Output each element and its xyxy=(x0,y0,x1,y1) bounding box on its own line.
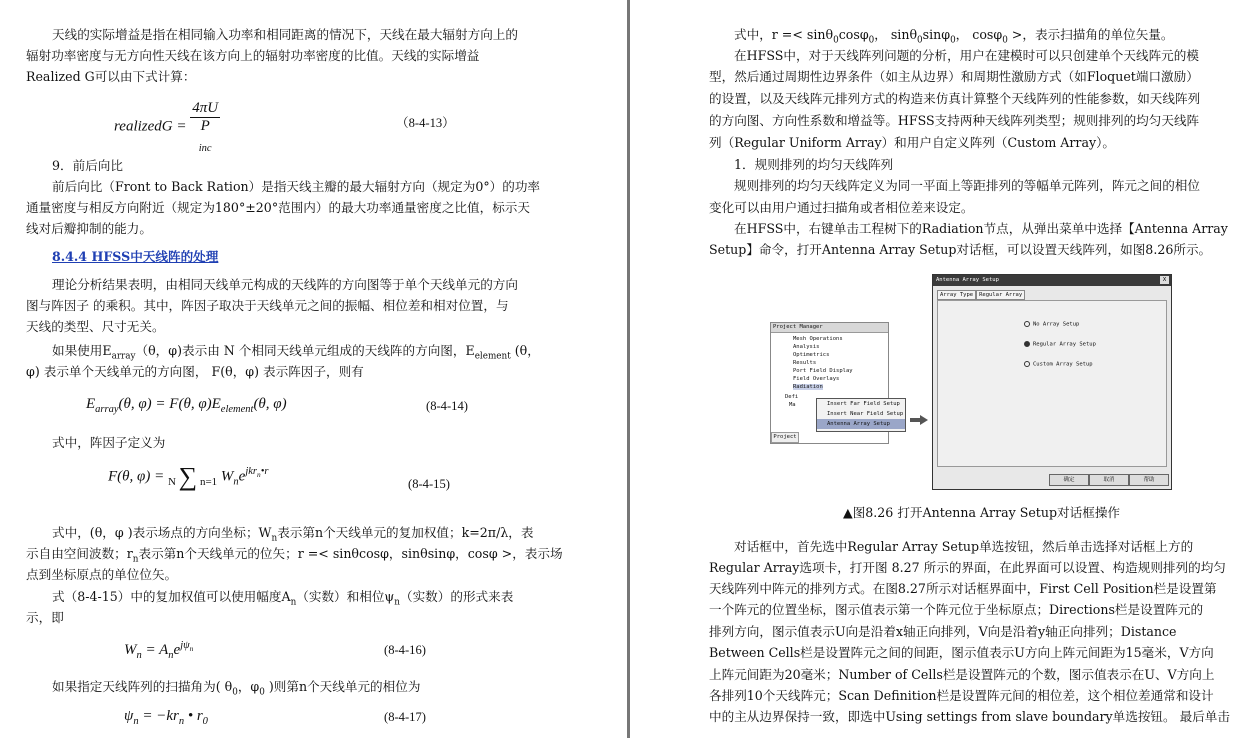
text-run: (θ， xyxy=(510,343,540,358)
help-button[interactable]: 帮助 xyxy=(1129,474,1169,486)
equation-8-4-17 xyxy=(124,708,208,727)
radio-regular-array[interactable] xyxy=(1024,341,1096,348)
text-run: 表示第n个天线单元的复加权值；k=2π/λ，表 xyxy=(277,525,534,540)
arrow-icon xyxy=(910,418,920,422)
tree-item[interactable]: Field Overlays xyxy=(793,376,840,382)
text-run: jψ xyxy=(180,640,190,651)
subscript: n xyxy=(290,597,297,608)
text-run: ，φ xyxy=(237,679,260,694)
fraction xyxy=(190,100,220,154)
menu-item-insert-far-field[interactable]: Insert Far Field Setup xyxy=(827,401,900,407)
paragraph-line: 型，然后通过周期性边界条件（如主从边界）和周期性激励方式（如Floquet端口激励） xyxy=(709,69,1199,84)
cancel-button[interactable]: 取消 xyxy=(1089,474,1129,486)
paragraph-line: 在HFSS中，右键单击工程树下的Radiation节点，从弹出菜单中选择【Antenna Array xyxy=(734,221,1228,236)
sum-upper-limit: N xyxy=(167,476,176,488)
radio-icon xyxy=(1024,321,1030,327)
text-run: 示自由空间波数；r xyxy=(26,546,133,561)
paragraph-line: 示，即 xyxy=(26,610,64,625)
paragraph-line: 点到坐标原点的单位位矢。 xyxy=(26,567,178,582)
equation-lhs: realizedG = xyxy=(114,118,187,135)
panel-title: Project Manager xyxy=(771,323,888,333)
dialog-tabs xyxy=(937,290,1025,300)
menu-item-insert-near-field[interactable]: Insert Near Field Setup xyxy=(827,411,904,417)
radio-label: Custom Array Setup xyxy=(1033,361,1093,368)
text-run: = −kr xyxy=(138,708,179,724)
tree-item[interactable]: Results xyxy=(793,360,817,366)
text-run: = A xyxy=(141,642,169,658)
dialog-body xyxy=(937,300,1167,467)
ok-button[interactable]: 确定 xyxy=(1049,474,1089,486)
figure-8-26 xyxy=(770,270,1170,490)
summation xyxy=(168,464,217,490)
subscript: element xyxy=(474,351,511,362)
equation-8-4-14 xyxy=(86,396,287,415)
text-run: )则第n个天线单元的相位为 xyxy=(264,679,421,694)
arrow-head-icon xyxy=(920,415,928,425)
section-heading-link[interactable]: 8.4.4 HFSS中天线阵的处理 xyxy=(52,249,219,264)
superscript xyxy=(245,466,269,480)
subscript: n xyxy=(233,476,239,488)
tree-item[interactable]: Defi xyxy=(785,394,799,400)
text-run: ψ xyxy=(124,708,134,724)
tree-item[interactable]: Analysis xyxy=(793,344,820,350)
antenna-array-setup-dialog xyxy=(932,274,1172,490)
paragraph-line: 通量密度与相反方向附近（规定为180°±20°范围内）的最大功率通量密度之比值，标示天 xyxy=(26,200,530,215)
subscript: inc xyxy=(198,143,212,154)
paragraph-line: 各排列10个天线阵元；Scan Definition栏是设置阵元间的相位差，这个相位差通常和设计 xyxy=(709,688,1214,703)
subscript: n xyxy=(168,650,174,661)
text-run: sinφ xyxy=(922,27,951,42)
equation-8-4-15 xyxy=(108,464,268,490)
text-run: 表示第n个天线单元的位矢；r =< sinθcosφ，sinθsinφ，cosφ >，表示场 xyxy=(138,546,563,561)
section-title: 9．前后向比 xyxy=(52,158,123,173)
subscript: n xyxy=(132,554,139,565)
paragraph-line: 天线阵列中阵元的排列方式。在图8.27所示对话框界面中，First Cell Position栏是设置第 xyxy=(709,581,1217,596)
equation-8-4-16 xyxy=(124,640,193,661)
tree-item[interactable]: Ma xyxy=(789,402,796,408)
radio-custom-array[interactable] xyxy=(1024,361,1093,368)
paragraph-line: φ) 表示单个天线单元的方向图， F(θ，φ) 表示阵因子，则有 xyxy=(26,364,364,379)
text-run: 式中，r =< sinθ xyxy=(734,27,834,42)
subscript: element xyxy=(220,404,254,415)
superscript xyxy=(180,640,194,654)
tree-item-radiation[interactable]: Radiation xyxy=(793,384,823,390)
paragraph-line: Realized G可以由下式计算： xyxy=(26,69,196,84)
paragraph-line: 天线的类型、尺寸无关。 xyxy=(26,319,165,334)
paragraph-line: 变化可以由用户通过扫描角或者相位差来设定。 xyxy=(709,200,974,215)
equation-number: (8-4-14) xyxy=(426,399,468,413)
paragraph-line: Regular Array选项卡，打开图 8.27 所示的界面，在此界面可以设置、构造规则排列的均匀 xyxy=(709,560,1226,575)
right-page xyxy=(630,0,1259,738)
paragraph-line: 一个阵元的位置坐标，图示值表示第一个阵元位于坐标原点；Directions栏是设置阵元的 xyxy=(709,602,1204,617)
close-icon[interactable]: X xyxy=(1160,276,1169,284)
subscript: n xyxy=(257,470,261,480)
paragraph-line: 理论分析结果表明，由相同天线单元构成的天线阵的方向图等于单个天线单元的方向 xyxy=(52,277,518,292)
text-run: >，表示扫描角的单位矢量。 xyxy=(1007,27,1174,42)
tree-item[interactable]: Mesh Operations xyxy=(793,336,843,342)
text-run: jkr xyxy=(245,466,258,478)
paragraph-line: 列（Regular Uniform Array）和用户自定义阵列（Custom Array）。 xyxy=(709,135,1115,150)
paragraph-line: 图与阵因子 的乘积。其中，阵因子取决于天线单元之间的振幅、相位差和相对位置，与 xyxy=(26,298,509,313)
equation-lhs: F(θ, φ) = xyxy=(108,468,165,485)
paragraph-line: 的设置，以及天线阵元排列方式的构造来仿真计算整个天线阵列的性能参数，如天线阵列 xyxy=(709,91,1201,106)
text-run: W xyxy=(220,468,234,485)
text-run: （实数）和相位ψ xyxy=(296,589,395,604)
text-run: W xyxy=(124,642,137,658)
paragraph-line: 上阵元间距为20毫米；Number of Cells栏是设置阵元的个数，图示值表示在U、V方向上 xyxy=(709,667,1215,682)
left-page xyxy=(0,0,627,738)
subscript: 0 xyxy=(202,716,208,727)
context-menu xyxy=(816,398,906,432)
subscript: n xyxy=(178,716,185,727)
subscript: 0 xyxy=(868,35,875,46)
figure-caption: ▲图8.26 打开Antenna Array Setup对话框操作 xyxy=(843,505,1121,520)
radio-icon xyxy=(1024,361,1030,367)
radio-no-array[interactable] xyxy=(1024,321,1079,328)
menu-item-antenna-array-setup[interactable]: Antenna Array Setup xyxy=(817,419,905,429)
paragraph-line: 天线的实际增益是指在相同输入功率和相同距离的情况下，天线在最大辐射方向上的 xyxy=(52,27,518,42)
text-run: cosφ xyxy=(838,27,869,42)
text-run: •r xyxy=(260,466,269,478)
paragraph-line: 前后向比（Front to Back Ration）是指天线主瓣的最大辐射方向（规定为0°）的功率 xyxy=(52,179,541,194)
text-run: （θ，φ)表示由 N 个相同天线单元组成的天线阵的方向图，E xyxy=(135,343,475,358)
equation-number: (8-4-17) xyxy=(384,710,426,724)
subscript: 0 xyxy=(232,687,238,698)
paragraph-line: 辐射功率密度与无方向性天线在该方向上的辐射功率密度的比值。天线的实际增益 xyxy=(26,48,480,63)
subscript: 0 xyxy=(259,687,265,698)
tree-item[interactable]: Port Field Display xyxy=(793,368,853,374)
subscript: 0 xyxy=(833,35,839,46)
subscript: 0 xyxy=(917,35,923,46)
subscript: n xyxy=(271,533,278,544)
text-run: 式中，(θ，φ )表示场点的方向坐标；W xyxy=(52,525,272,540)
text-run: • r xyxy=(184,708,203,724)
equation-number: (8-4-15) xyxy=(408,477,450,491)
text-run: ， cosφ xyxy=(955,27,1003,42)
section-title: 1．规则排列的均匀天线阵列 xyxy=(734,157,894,172)
equation-8-4-13 xyxy=(114,100,220,154)
text-run: (θ, φ) xyxy=(253,396,287,412)
tab-array-type[interactable]: Array Type xyxy=(937,290,976,300)
fraction-numerator: 4πU xyxy=(192,100,219,116)
paragraph-line: 的方向图、方向性系数和增益等。HFSS支持两种天线阵列类型；规则排列的均匀天线阵 xyxy=(709,113,1200,128)
subscript: n xyxy=(133,716,139,727)
equation-number: （8-4-13） xyxy=(396,116,455,130)
subscript: n xyxy=(189,644,194,654)
paragraph-line: 中的主从边界保持一致，即选中Using settings from slave boundary单选按钮。 最后单击 xyxy=(709,709,1230,724)
paragraph-line xyxy=(52,586,513,614)
sigma-icon: ∑ xyxy=(178,462,198,491)
paragraph-line: 式中，阵因子定义为 xyxy=(52,435,166,450)
text-run: 式（8-4-15）中的复加权值可以使用幅度A xyxy=(52,589,291,604)
equation-number: (8-4-16) xyxy=(384,643,426,657)
radio-label: Regular Array Setup xyxy=(1033,341,1096,348)
paragraph-line: 线对后瓣抑制的能力。 xyxy=(26,221,152,236)
radio-icon xyxy=(1024,341,1030,347)
subscript: n xyxy=(394,597,400,608)
text-run: E xyxy=(86,396,96,412)
text-run: e xyxy=(173,642,181,658)
text-run: ， sinθ xyxy=(874,27,918,42)
radio-label: No Array Setup xyxy=(1033,321,1080,328)
text-run: (θ, φ) = F(θ, φ)E xyxy=(118,396,221,412)
paragraph-line: Setup】命令，打开Antenna Array Setup对话框，可以设置天线阵列，如图8.26所示。 xyxy=(709,242,1212,257)
paragraph-line: Between Cells栏是设置阵元之间的间距，图示值表示U方向上阵元间距为15毫米，V方向 xyxy=(709,645,1214,660)
text-run: 如果指定天线阵列的扫描角为( θ xyxy=(52,679,233,694)
paragraph-line: 规则排列的均匀天线阵定义为同一平面上等距排列的等幅单元阵列，阵元之间的相位 xyxy=(734,178,1200,193)
paragraph-line: 对话框中，首先选中Regular Array Setup单选按钮，然后单击选择对话框上方的 xyxy=(734,539,1194,554)
paragraph-line xyxy=(52,676,420,704)
sum-lower-limit: n=1 xyxy=(199,476,218,488)
subscript: n xyxy=(136,650,142,661)
paragraph-line: 排列方向，图示值表示U向是沿着x轴正向排列，V向是沿着y轴正向排列；Distance xyxy=(709,624,1177,639)
subscript: 0 xyxy=(1002,35,1008,46)
dialog-title: Antenna Array Setup xyxy=(933,275,1171,286)
paragraph-line: 在HFSS中，对于天线阵列问题的分析，用户在建模时可以只创建单个天线阵元的模 xyxy=(734,48,1199,63)
text-run: e xyxy=(238,468,246,485)
subscript: array xyxy=(111,351,136,362)
text-run: 如果使用E xyxy=(52,343,112,358)
fraction-denominator: P xyxy=(200,118,210,134)
project-tab[interactable]: Project xyxy=(771,432,799,443)
text-run: （实数）的形式来表 xyxy=(399,589,514,604)
tab-regular-array[interactable]: Regular Array xyxy=(976,290,1025,300)
subscript: 0 xyxy=(950,35,956,46)
subscript: array xyxy=(95,404,119,415)
tree-item[interactable]: Optimetrics xyxy=(793,352,830,358)
